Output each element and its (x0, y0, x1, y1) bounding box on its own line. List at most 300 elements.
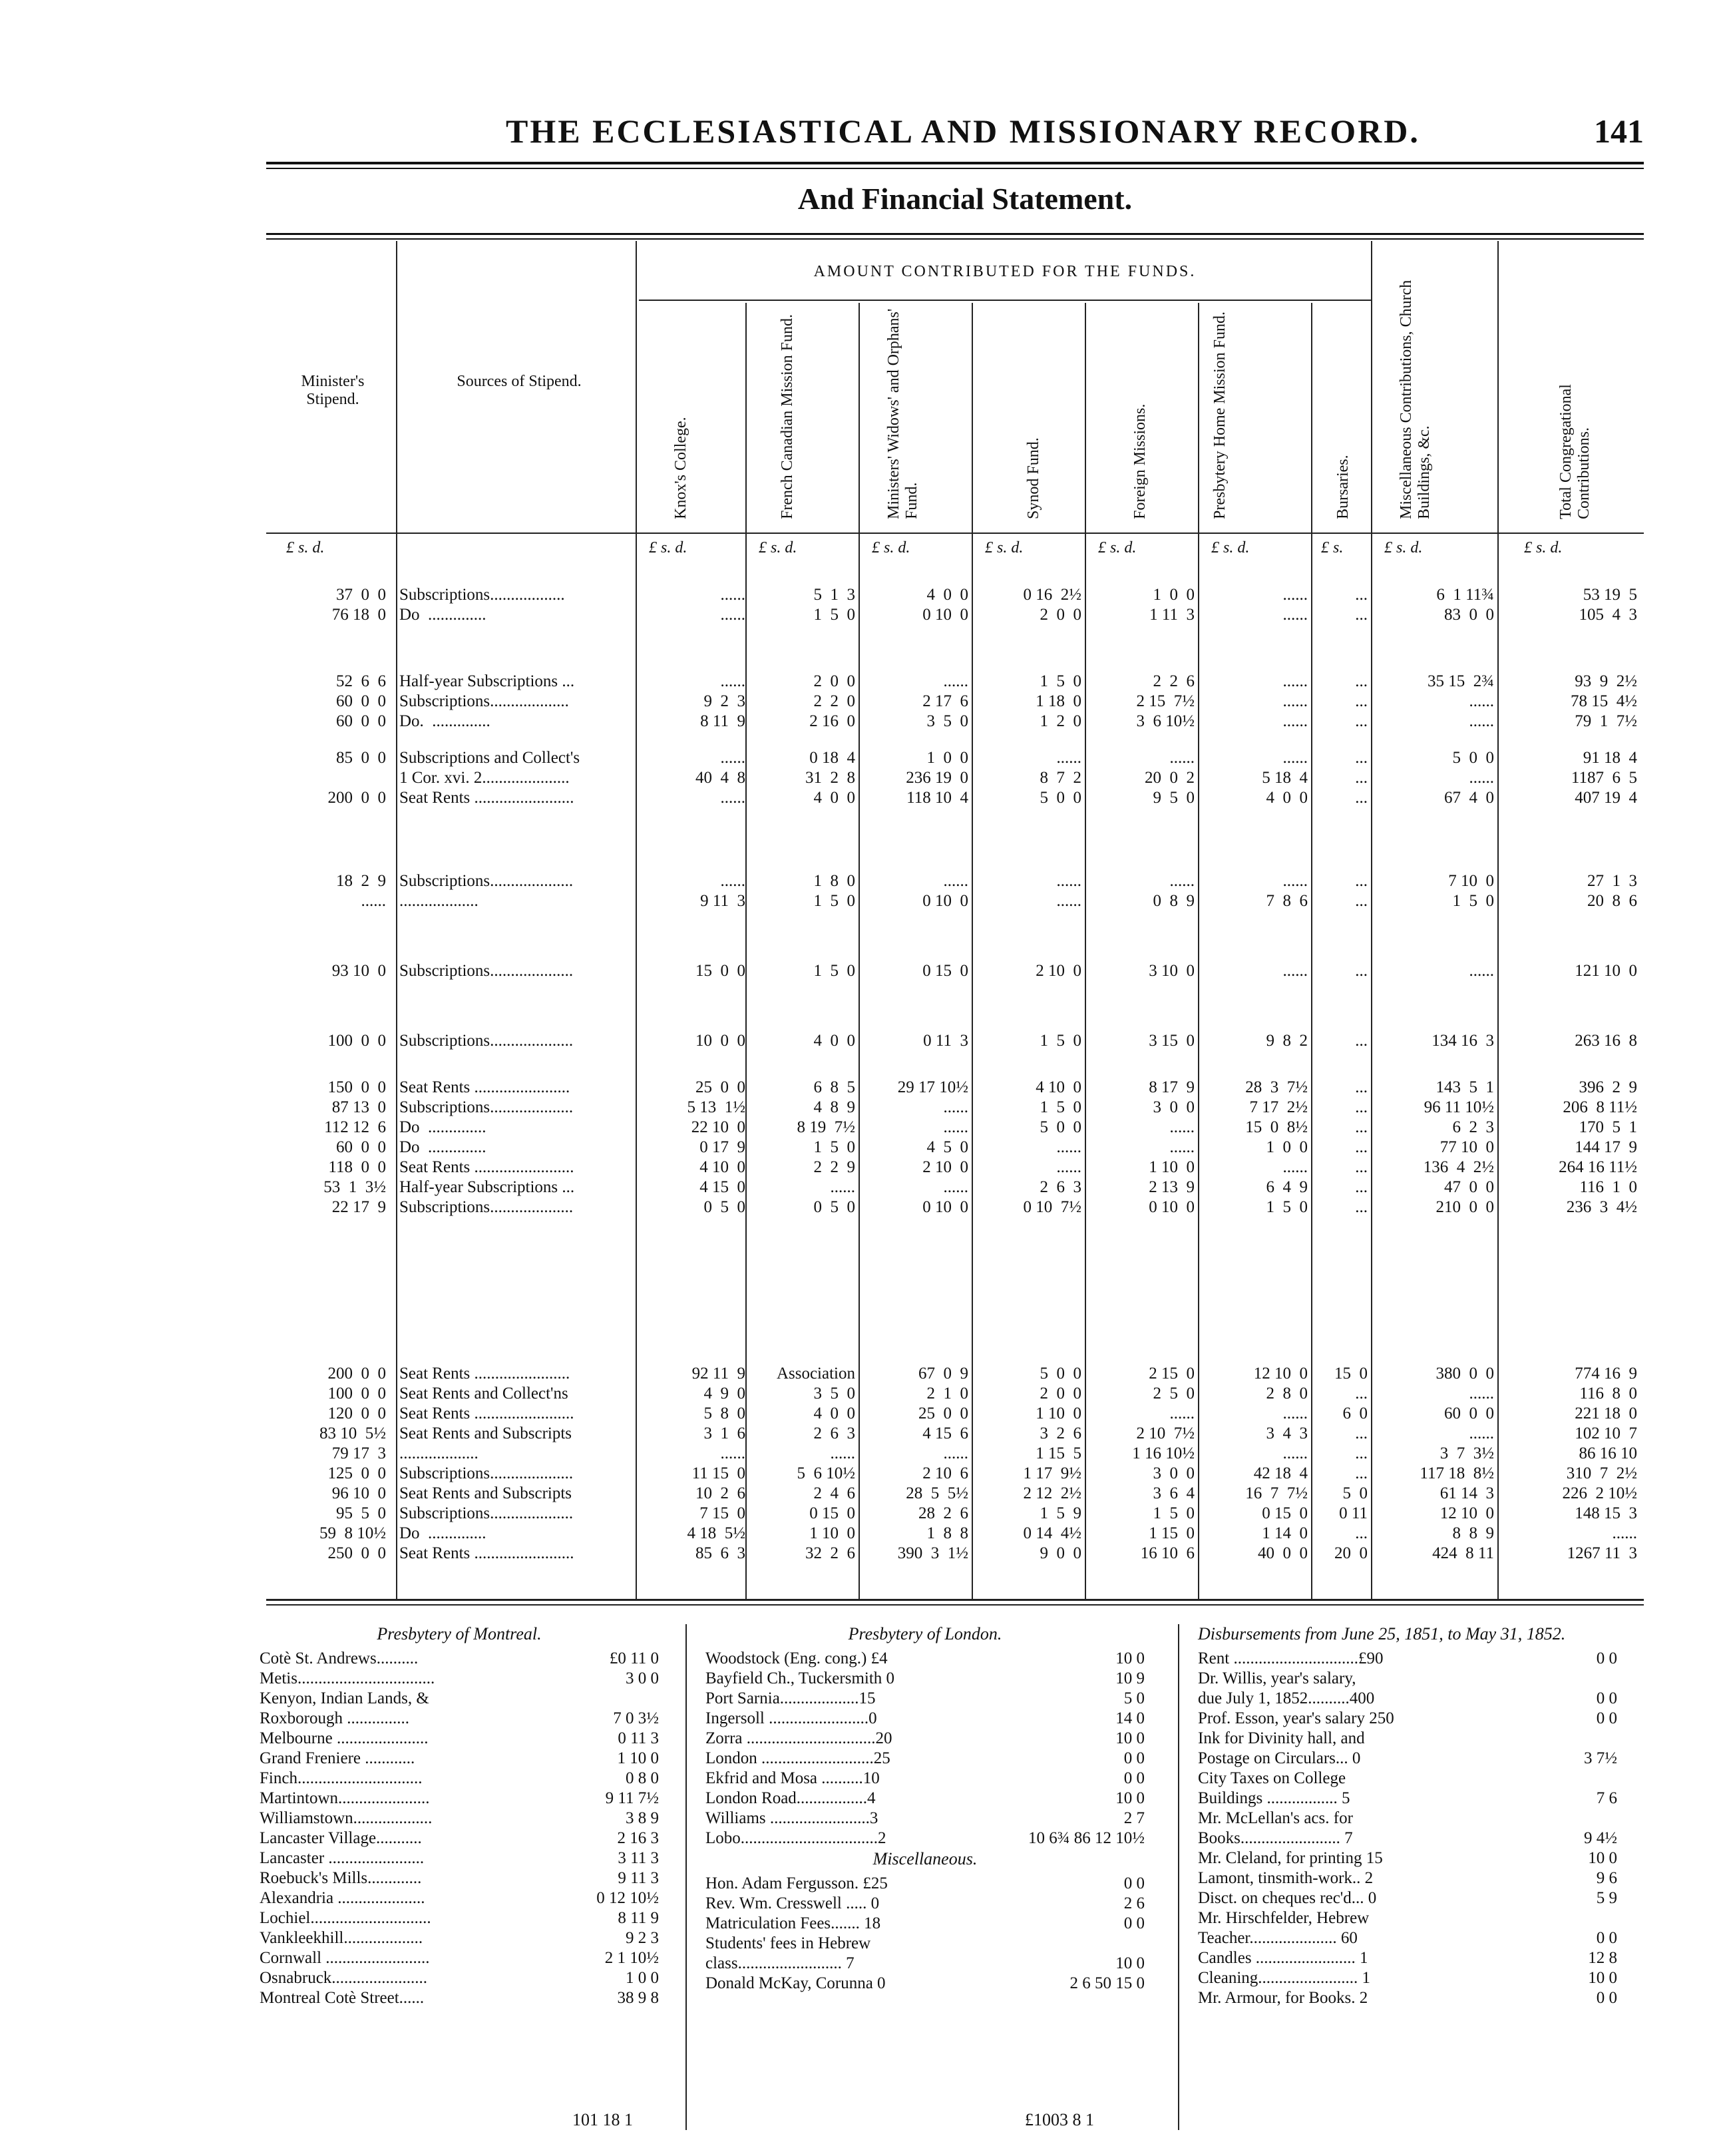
list-item-amount: 12 8 (1588, 1949, 1617, 1967)
list-item (260, 1709, 659, 1729)
list-item (705, 1874, 1145, 1894)
list-item-amount (1045, 1934, 1145, 1954)
list-item-label: Teacher..................... 60 (1198, 1929, 1358, 1947)
table-cell: 29 17 10½ (897, 1078, 968, 1096)
table-cell: ... (1355, 789, 1368, 807)
table-cell: 7 8 6 (1266, 892, 1308, 910)
table-cell: 1 5 0 (1040, 1032, 1081, 1050)
table-cell: ... (1355, 749, 1368, 767)
table-cell: 206 8 11½ (1563, 1098, 1637, 1116)
table-cell: 78 15 4½ (1571, 692, 1637, 710)
list-item (260, 1669, 659, 1689)
table-cell: 8 11 9 (700, 712, 745, 730)
table-cell: 10 0 0 (695, 1032, 745, 1050)
table-cell: 1 16 10½ (1132, 1444, 1195, 1462)
table-cell: 3 15 0 (1149, 1032, 1195, 1050)
table-cell: ...... (361, 892, 386, 910)
list-item-label: Books........................ 7 (1198, 1829, 1353, 1847)
table-cell: ...... (720, 672, 745, 690)
list-item (260, 1949, 659, 1969)
list-item-label: Kenyon, Indian Lands, & (260, 1689, 429, 1707)
table-row (266, 1098, 1644, 1118)
list-item-label: Lancaster ....................... (260, 1849, 425, 1867)
table-cell: 28 5 5½ (906, 1484, 968, 1502)
list-item (705, 1974, 1145, 1994)
table-cell: 77 10 0 (1439, 1138, 1494, 1156)
table-cell: ...... (1056, 1138, 1081, 1156)
table-cell: ...... (1169, 749, 1195, 767)
table-cell: 87 13 0 (331, 1098, 386, 1116)
table-cell: 170 5 1 (1579, 1118, 1637, 1136)
table-row (266, 1504, 1644, 1524)
list-item (260, 1649, 659, 1669)
table-cell: Do .............. (399, 1118, 486, 1136)
list-item-amount: 38 9 8 (617, 1989, 659, 2007)
table-cell: Seat Rents ....................... (399, 1078, 570, 1096)
table-cell: 37 0 0 (336, 586, 386, 604)
table-cell: ... (1355, 892, 1368, 910)
table-cell: Subscriptions.................... (399, 1198, 574, 1216)
table-top-rule (266, 233, 1644, 235)
table-cell: ...... (1282, 1404, 1308, 1422)
table-cell: 100 0 0 (327, 1032, 386, 1050)
table-row (266, 892, 1644, 912)
table-cell: 8 7 2 (1040, 769, 1081, 787)
table-row (266, 1118, 1644, 1138)
table-cell: 2 2 0 (813, 692, 855, 710)
table-cell: ... (1355, 1098, 1368, 1116)
list-item (260, 1749, 659, 1769)
list-item-label: Students' fees in Hebrew (705, 1934, 871, 1952)
table-cell: 5 0 0 (1040, 1118, 1081, 1136)
table-cell: 136 4 2½ (1423, 1158, 1494, 1176)
table-cell: 116 8 0 (1579, 1385, 1637, 1402)
table-cell: Subscriptions.................... (399, 1032, 574, 1050)
list-item (1198, 1929, 1617, 1949)
table-cell: ... (1355, 1198, 1368, 1216)
table-cell: 3 2 6 (1040, 1424, 1081, 1442)
table-cell: ...... (720, 1444, 745, 1462)
montreal-total: 101 18 1 (572, 2110, 633, 2129)
list-item (260, 1909, 659, 1929)
table-cell: 1 10 0 (1149, 1158, 1195, 1176)
list-item-label: Cleaning........................ 1 (1198, 1969, 1371, 1987)
table-cell: 7 10 0 (1448, 872, 1494, 890)
list-item-amount: 9 11 3 (618, 1869, 659, 1887)
table-cell: 12 10 0 (1439, 1504, 1494, 1522)
table-cell: ...... (1282, 872, 1308, 890)
list-item-amount: 9 6 (1596, 1869, 1617, 1887)
table-cell: 91 18 4 (1583, 749, 1637, 767)
table-cell: ...... (943, 872, 968, 890)
table-cell: 9 0 0 (1040, 1544, 1081, 1562)
table-cell: ... (1355, 1424, 1368, 1442)
table-cell: ... (1355, 1524, 1368, 1542)
table-cell: 5 1 3 (813, 586, 855, 604)
list-item-amount: 10 9 (1115, 1669, 1145, 1687)
col-header-total: Total Congregational Contributions. (1557, 384, 1593, 519)
table-cell: 6 8 5 (813, 1078, 855, 1096)
list-item-amount: 1 0 0 (626, 1969, 659, 1987)
table-cell: 8 8 9 (1452, 1524, 1494, 1542)
table-cell: 15 0 (1334, 1365, 1368, 1383)
table-cell: 31 2 8 (805, 769, 855, 787)
disbursements (1198, 1624, 1617, 2009)
table-cell: 121 10 0 (1575, 962, 1637, 980)
table-cell: ... (1355, 1138, 1368, 1156)
table-row (266, 606, 1644, 626)
list-item (705, 1769, 1145, 1789)
table-row (266, 1484, 1644, 1504)
table-bottom-rule-thin (266, 1604, 1644, 1606)
table-cell: ...... (1469, 712, 1494, 730)
table-cell: 134 16 3 (1432, 1032, 1494, 1050)
table-cell: 2 15 7½ (1136, 692, 1195, 710)
table-cell: 3 6 4 (1153, 1484, 1195, 1502)
list-item-amount: 10 0 (1115, 1649, 1145, 1667)
table-cell: 2 5 0 (1153, 1385, 1195, 1402)
table-cell: 25 0 0 (695, 1078, 745, 1096)
table-cell: Seat Rents ....................... (399, 1365, 570, 1383)
list-item (705, 1689, 1145, 1709)
table-cell: 143 5 1 (1435, 1078, 1494, 1096)
table-cell: ... (1355, 1118, 1368, 1136)
table-cell: ...... (1169, 1404, 1195, 1422)
list-item-label: Dr. Willis, year's salary, (1198, 1669, 1356, 1687)
table-cell: 4 18 5½ (687, 1524, 745, 1542)
col-header-misc: Miscellaneous Contributions, Church Buildings, &c. (1398, 280, 1433, 519)
table-row (266, 1138, 1644, 1158)
table-cell: 1 0 0 (1266, 1138, 1308, 1156)
list-item (1198, 1729, 1617, 1749)
table-cell: 263 16 8 (1575, 1032, 1637, 1050)
table-cell: 3 7 3½ (1439, 1444, 1494, 1462)
list-item-amount (1517, 1809, 1617, 1829)
table-cell: 1 2 0 (1040, 712, 1081, 730)
col-header-sources: Sources of Stipend. (457, 373, 582, 390)
table-cell: ...... (720, 789, 745, 807)
table-cell: 8 17 9 (1149, 1078, 1195, 1096)
col-header-knox: Knox's College. (672, 417, 689, 519)
table-cell: 0 16 2½ (1023, 586, 1081, 604)
table-cell: 25 0 0 (918, 1404, 968, 1422)
list-item (1198, 1889, 1617, 1909)
table-cell: ...... (1169, 872, 1195, 890)
table-cell: 3 0 0 (1153, 1098, 1195, 1116)
list-item-amount: 10 0 (1115, 1954, 1145, 1972)
table-cell: 32 2 6 (805, 1544, 855, 1562)
table-cell: 79 1 7½ (1575, 712, 1637, 730)
table-cell: 1 18 0 (1036, 692, 1081, 710)
col-header-stipend: Minister's Stipend. (301, 373, 365, 408)
table-cell: 3 5 0 (813, 1385, 855, 1402)
table-bottom-rule (266, 1599, 1644, 1601)
table-cell: 0 5 0 (813, 1198, 855, 1216)
table-cell: 95 5 0 (336, 1504, 386, 1522)
table-cell: 236 3 4½ (1566, 1198, 1637, 1216)
table-cell: 4 0 0 (1266, 789, 1308, 807)
table-cell: ...... (943, 1098, 968, 1116)
table-cell: ...... (1056, 749, 1081, 767)
table-cell: 1 Cor. xvi. 2..................... (399, 769, 570, 787)
table-cell: 4 15 0 (699, 1178, 745, 1196)
list-item-label: Finch.............................. (260, 1769, 423, 1787)
amount-header-rule (639, 300, 1371, 301)
list-item-label: Roebuck's Mills............. (260, 1869, 422, 1887)
list-item-label: Cotè St. Andrews.......... (260, 1649, 419, 1667)
col-header-widows: Ministers' Widows' and Orphans' Fund. (885, 308, 920, 519)
table-cell: 86 16 10 (1579, 1444, 1637, 1462)
list-item-amount (559, 1689, 659, 1709)
table-cell: 28 3 7½ (1245, 1078, 1308, 1096)
list-item (260, 1809, 659, 1829)
col-header-amount: AMOUNT CONTRIBUTED FOR THE FUNDS. (813, 263, 1197, 280)
bottom-section (253, 1624, 1650, 2143)
table-row (266, 872, 1644, 892)
table-cell: ...... (1282, 606, 1308, 624)
list-item-amount: 0 11 3 (618, 1729, 659, 1747)
table-cell: 112 12 6 (324, 1118, 386, 1136)
table-cell: 0 5 0 (703, 1198, 745, 1216)
table-cell: 150 0 0 (327, 1078, 386, 1096)
units-widows: £ s. d. (872, 539, 910, 556)
table-cell: ...... (943, 1118, 968, 1136)
units-presbytery: £ s. d. (1211, 539, 1250, 556)
table-row (266, 1524, 1644, 1544)
table-cell: ...... (720, 872, 745, 890)
list-item-amount: 3 8 9 (626, 1809, 659, 1827)
list-item (705, 1649, 1145, 1669)
table-cell: 125 0 0 (327, 1464, 386, 1482)
table-cell: 6 2 3 (1452, 1118, 1494, 1136)
table-cell: 85 0 0 (336, 749, 386, 767)
table-cell: 1 8 8 (926, 1524, 968, 1542)
table-cell: 15 0 0 (695, 962, 745, 980)
list-item (1198, 1829, 1617, 1849)
table-cell: ... (1355, 1032, 1368, 1050)
table-cell: ...... (830, 1444, 855, 1462)
table-cell: 1 0 0 (926, 749, 968, 767)
list-item-label: Martintown...................... (260, 1789, 430, 1807)
table-cell: ... (1355, 1158, 1368, 1176)
table-cell: 16 10 6 (1140, 1544, 1195, 1562)
list-item (705, 1894, 1145, 1914)
list-item-amount: 3 0 0 (626, 1669, 659, 1687)
table-cell: 5 6 10½ (797, 1464, 855, 1482)
table-cell: 2 2 9 (813, 1158, 855, 1176)
table-cell: Subscriptions.................... (399, 1098, 574, 1116)
list-item (1198, 1809, 1617, 1829)
table-cell: 0 10 0 (922, 892, 968, 910)
table-cell: 1 5 0 (1266, 1198, 1308, 1216)
table-cell: 4 9 0 (703, 1385, 745, 1402)
table-cell: ...... (1056, 892, 1081, 910)
list-item-amount: 1 10 0 (617, 1749, 659, 1767)
table-cell: 5 0 0 (1040, 789, 1081, 807)
table-cell: 9 2 3 (703, 692, 745, 710)
table-cell: 1267 11 3 (1567, 1544, 1637, 1562)
list-item-amount: 2 16 3 (617, 1829, 659, 1847)
table-cell: Subscriptions................... (399, 692, 569, 710)
list-item (705, 1669, 1145, 1689)
table-cell: 20 8 6 (1587, 892, 1637, 910)
table-cell: 7 15 0 (699, 1504, 745, 1522)
list-item-amount: 2 1 10½ (604, 1949, 659, 1967)
table-row (266, 789, 1644, 809)
units-stipend: £ s. d. (286, 539, 325, 556)
list-item-amount: 9 11 7½ (605, 1789, 659, 1807)
table-row (266, 749, 1644, 769)
list-item-amount: 0 8 0 (626, 1769, 659, 1787)
table-cell: 0 15 0 (809, 1504, 855, 1522)
london-title: Presbytery of London. (848, 1624, 1002, 1643)
table-cell: 96 10 0 (331, 1484, 386, 1502)
table-cell: Seat Rents ........................ (399, 1158, 574, 1176)
table-cell: 310 7 2½ (1566, 1464, 1637, 1482)
table-row (266, 1198, 1644, 1218)
list-item-label: Grand Freniere ............ (260, 1749, 415, 1767)
table-cell: Subscriptions.................. (399, 586, 565, 604)
list-item (705, 1749, 1145, 1769)
table-row (266, 1404, 1644, 1424)
table-cell: 40 4 8 (695, 769, 745, 787)
table-cell: ...... (1282, 712, 1308, 730)
table-cell: 5 0 0 (1452, 749, 1494, 767)
list-item-label: due July 1, 1852..........400 (1198, 1689, 1375, 1707)
table-row (266, 1544, 1644, 1564)
table-cell: 118 10 4 (906, 789, 968, 807)
table-row (266, 1078, 1644, 1098)
table-cell: Do .............. (399, 1524, 486, 1542)
list-item-amount: 0 0 (1596, 1649, 1617, 1667)
col-header-synod: Synod Fund. (1025, 437, 1042, 519)
table-cell: 2 10 7½ (1136, 1424, 1195, 1442)
list-item-amount: 9 4½ (1584, 1829, 1617, 1847)
list-item-amount: 7 6 (1596, 1789, 1617, 1807)
table-cell: ... (1355, 606, 1368, 624)
table-cell: 93 9 2½ (1575, 672, 1637, 690)
units-knox: £ s. d. (649, 539, 687, 556)
list-item-label: Ingersoll ........................0 (705, 1709, 877, 1727)
table-cell: ... (1355, 769, 1368, 787)
table-cell: 200 0 0 (327, 789, 386, 807)
list-item-amount: 2 6 (1123, 1894, 1145, 1912)
table-cell: 407 19 4 (1575, 789, 1637, 807)
list-item-amount: 9 2 3 (626, 1929, 659, 1947)
table-row (266, 586, 1644, 606)
table-row (266, 1158, 1644, 1178)
table-cell: 47 0 0 (1444, 1178, 1494, 1196)
list-item (705, 1789, 1145, 1809)
list-item-amount: 5 0 (1123, 1689, 1145, 1707)
table-cell: 5 8 0 (703, 1404, 745, 1422)
table-cell: Do .............. (399, 1138, 486, 1156)
table-cell: ...... (1469, 692, 1494, 710)
table-cell: Subscriptions.................... (399, 962, 574, 980)
page-number: 141 (1594, 112, 1644, 150)
table-cell: 2 8 0 (1266, 1385, 1308, 1402)
table-cell: Do. .............. (399, 712, 490, 730)
table-cell: 1 15 5 (1036, 1444, 1081, 1462)
list-item-amount: £0 11 0 (609, 1649, 659, 1667)
list-item (1198, 1769, 1617, 1789)
list-item (1198, 1949, 1617, 1969)
table-cell: 0 17 9 (699, 1138, 745, 1156)
list-item (1198, 1909, 1617, 1929)
table-cell: ... (1355, 672, 1368, 690)
table-cell: 0 8 9 (1153, 892, 1195, 910)
list-item-label: Donald McKay, Corunna 0 (705, 1974, 886, 1992)
table-cell: 10 2 6 (695, 1484, 745, 1502)
table-cell: ...... (1282, 1444, 1308, 1462)
table-cell: 6 1 11¾ (1436, 586, 1494, 604)
table-cell: 380 0 0 (1435, 1365, 1494, 1383)
table-cell: 8 19 7½ (797, 1118, 855, 1136)
table-cell: 1 14 0 (1262, 1524, 1308, 1542)
table-cell: 4 0 0 (926, 586, 968, 604)
table-cell: Subscriptions.................... (399, 872, 574, 890)
units-total: £ s. d. (1524, 539, 1563, 556)
units-french: £ s. d. (759, 539, 797, 556)
table-cell: 0 14 4½ (1023, 1524, 1081, 1542)
list-item-label: Osnabruck....................... (260, 1969, 428, 1987)
table-row (266, 962, 1644, 982)
units-foreign: £ s. d. (1098, 539, 1137, 556)
table-row (266, 769, 1644, 789)
table-cell: ... (1355, 1444, 1368, 1462)
table-cell: 2 13 9 (1149, 1178, 1195, 1196)
table-cell: 11 15 0 (691, 1464, 745, 1482)
table-cell: ...... (1169, 1138, 1195, 1156)
list-item-amount: 2 6 50 15 0 (1069, 1974, 1145, 1992)
table-cell: 2 16 0 (809, 712, 855, 730)
table-cell: 1 10 0 (809, 1524, 855, 1542)
list-item (260, 1849, 659, 1869)
table-cell: 2 0 0 (1040, 606, 1081, 624)
list-item-label: Alexandria ..................... (260, 1889, 425, 1907)
page-title: THE ECCLESIASTICAL AND MISSIONARY RECORD. (506, 112, 1420, 150)
table-cell: 250 0 0 (327, 1544, 386, 1562)
table-cell: 40 0 0 (1258, 1544, 1308, 1562)
table-cell: 42 18 4 (1253, 1464, 1308, 1482)
table-cell: ... (1355, 712, 1368, 730)
table-cell: 148 15 3 (1575, 1504, 1637, 1522)
list-item-amount: 0 12 10½ (596, 1889, 659, 1907)
table-cell: 1 15 0 (1149, 1524, 1195, 1542)
table-cell: ...... (1056, 872, 1081, 890)
list-item (260, 1789, 659, 1809)
table-cell: 28 2 6 (918, 1504, 968, 1522)
table-cell: 20 0 (1334, 1544, 1368, 1562)
table-cell: 2 15 0 (1149, 1365, 1195, 1383)
col-header-bursaries: Bursaries. (1334, 455, 1352, 519)
table-cell: 9 8 2 (1266, 1032, 1308, 1050)
table-cell: 67 0 9 (918, 1365, 968, 1383)
table-cell: 116 1 0 (1579, 1178, 1637, 1196)
table-cell: 144 17 9 (1575, 1138, 1637, 1156)
table-cell: 117 18 8½ (1420, 1464, 1494, 1482)
list-item-amount: 0 0 (1596, 1689, 1617, 1707)
list-item-amount: 0 0 (1123, 1769, 1145, 1787)
list-item-amount: 14 0 (1115, 1709, 1145, 1727)
table-cell: 83 10 5½ (319, 1424, 386, 1442)
table-cell: Seat Rents ........................ (399, 1544, 574, 1562)
list-item-label: Woodstock (Eng. cong.) £4 (705, 1649, 888, 1667)
list-item-label: Metis................................. (260, 1669, 435, 1687)
list-item-amount: 0 0 (1596, 1929, 1617, 1947)
list-item (1198, 1689, 1617, 1709)
list-item-label: Bayfield Ch., Tuckersmith 0 (705, 1669, 895, 1687)
